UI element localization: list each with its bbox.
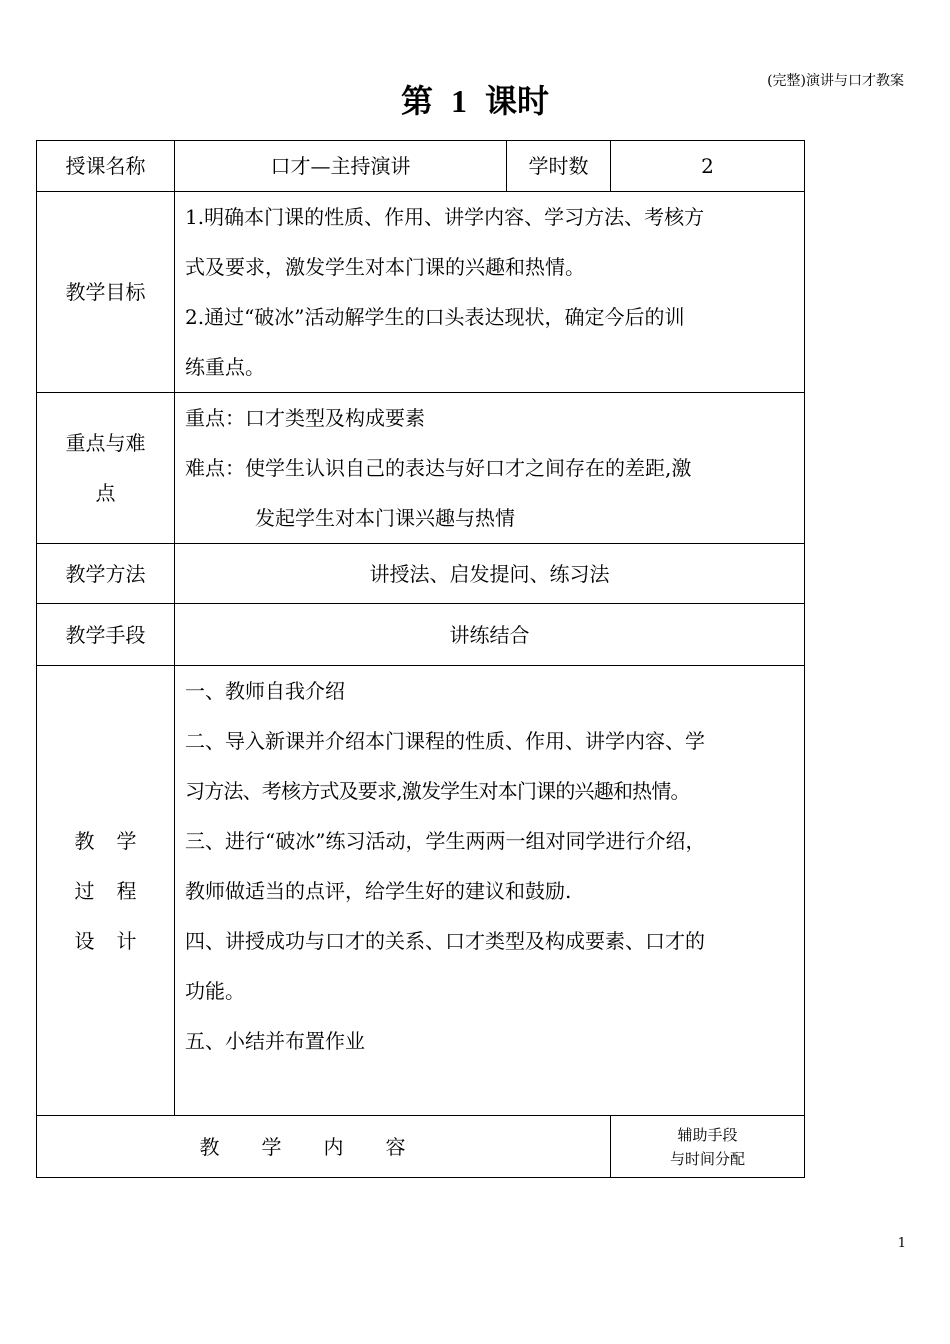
- process-line: 三、进行“破冰”练习活动，学生两两一组对同学进行介绍，: [185, 829, 706, 853]
- key-difficult-label-line2: 点: [95, 481, 116, 505]
- process-line: 二、导入新课并介绍本门课程的性质、作用、讲学内容、学: [185, 729, 705, 753]
- process-label-line: 设计: [74, 928, 159, 953]
- lesson-plan-table: [36, 140, 805, 1178]
- auxiliary-means-header: [611, 1116, 805, 1178]
- page-number: 1: [897, 1236, 906, 1251]
- hours-label: 学时数: [507, 141, 611, 192]
- process-label-line: 过程: [74, 878, 159, 903]
- page-title: [0, 76, 950, 122]
- means-value: 讲练结合: [175, 604, 805, 666]
- objectives-line: 2.通过“破冰”活动解学生的口头表达现状，确定今后的训: [185, 305, 685, 329]
- key-difficult-label: [37, 393, 175, 544]
- auxiliary-means-line1: 辅助手段: [677, 1125, 738, 1144]
- objectives-row: [37, 192, 805, 393]
- objectives-content: [175, 192, 805, 393]
- key-difficult-content: [175, 393, 805, 544]
- process-line: 功能。: [185, 979, 245, 1003]
- course-name-label: 授课名称: [37, 141, 175, 192]
- process-line: 教师做适当的点评，给学生好的建议和鼓励.: [185, 879, 572, 903]
- auxiliary-means-line2: 与时间分配: [670, 1149, 746, 1168]
- means-row: [37, 604, 805, 666]
- process-content: [175, 666, 805, 1116]
- process-row: [37, 666, 805, 1116]
- process-line: 一、教师自我介绍: [185, 679, 345, 703]
- objectives-line: 练重点。: [185, 355, 265, 379]
- key-point: 重点：口才类型及构成要素: [185, 406, 425, 430]
- hours-value: 2: [611, 141, 805, 192]
- process-line: 习方法、考核方式及要求,激发学生对本门课的兴趣和热情。: [185, 779, 690, 803]
- title-number: 1: [451, 83, 467, 119]
- footer-row: [37, 1116, 805, 1178]
- objectives-line: 式及要求，激发学生对本门课的兴趣和热情。: [185, 255, 585, 279]
- difficult-point-line2: 发起学生对本门课兴趣与热情: [255, 506, 515, 530]
- teaching-content-header: 教学内容: [37, 1116, 611, 1178]
- method-label: 教学方法: [37, 544, 175, 604]
- objectives-line: 1.明确本门课的性质、作用、讲学内容、学习方法、考核方: [185, 205, 705, 229]
- process-label-line: 教学: [74, 828, 159, 853]
- process-line: 五、小结并布置作业: [185, 1029, 365, 1053]
- method-value: 讲授法、启发提问、练习法: [175, 544, 805, 604]
- process-line: 四、讲授成功与口才的关系、口才类型及构成要素、口才的: [185, 929, 705, 953]
- course-name-row: [37, 141, 805, 192]
- key-difficult-row: [37, 393, 805, 544]
- difficult-point-line1: 难点：使学生认识自己的表达与好口才之间存在的差距,激: [185, 456, 692, 480]
- means-label: 教学手段: [37, 604, 175, 666]
- course-name-value: 口才—主持演讲: [175, 141, 507, 192]
- process-label: [37, 666, 175, 1116]
- title-suffix: 课时: [485, 82, 550, 120]
- document-header-title: (完整)演讲与口才教案: [767, 73, 904, 89]
- objectives-label: 教学目标: [37, 192, 175, 393]
- key-difficult-label-line1: 重点与难: [65, 431, 146, 455]
- title-prefix: 第: [400, 82, 433, 120]
- method-row: [37, 544, 805, 604]
